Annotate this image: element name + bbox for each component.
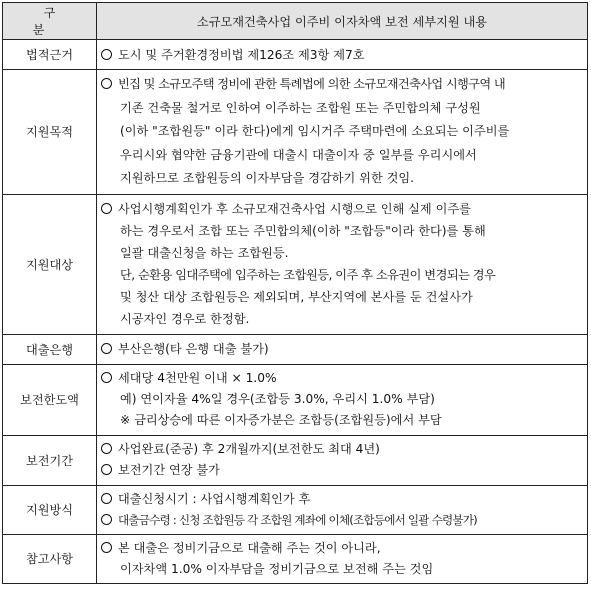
content-line: 세대당 4천만원 이내 × 1.0% (118, 371, 277, 385)
row-support-method (3, 485, 588, 534)
row-label: 지원방식 (3, 485, 97, 534)
content-line: 예) 연이자율 4%일 경우(조합등 3.0%, 우리시 1.0% 부담) (120, 392, 435, 406)
circle-bullet-icon (101, 493, 112, 504)
content-line: 사업시행계획인가 후 소규모재건축사업 시행으로 인해 실제 이주를 (118, 202, 471, 216)
row-content (97, 534, 588, 583)
circle-bullet-icon (101, 49, 112, 60)
row-legal-basis (3, 40, 588, 70)
row-eligibility (3, 194, 588, 334)
row-label: 지원대상 (3, 194, 97, 334)
row-content (97, 364, 588, 435)
support-details-table (2, 2, 588, 584)
content-line: 사업완료(준공) 후 2개월까지(보전한도 최대 4년) (118, 442, 380, 456)
header-category: 구 분 (3, 3, 97, 40)
content-line: (이하 "조합원등" 이라 한다)에게 임시거주 주택마련에 소요되는 이주비를 (120, 124, 510, 138)
row-content (97, 194, 588, 334)
circle-bullet-icon (101, 372, 112, 383)
content-line: 하는 경우로서 조합 또는 주민합의체(이하 "조합등"이라 한다)를 통해 (120, 224, 486, 238)
row-label: 지원목적 (3, 70, 97, 195)
row-content (97, 70, 588, 195)
content-line: 도시 및 주거환경정비법 제126조 제3항 제7호 (118, 47, 365, 62)
content-line: 단, 순환용 임대주택에 입주하는 조합원등, 이주 후 소유권이 변경되는 경우 (120, 268, 496, 282)
content-line: 및 청산 대상 조합원등은 제외되며, 부산지역에 본사를 둔 건설사가 (120, 290, 473, 304)
row-label: 보전한도액 (3, 364, 97, 435)
content-line: 기존 건축물 철거로 인하여 이주하는 조합원 또는 주민합의체 구성원 (120, 100, 481, 115)
circle-bullet-icon (101, 343, 112, 354)
row-content (97, 485, 588, 534)
circle-bullet-icon (101, 514, 112, 525)
header-title: 소규모재건축사업 이주비 이자차액 보전 세부지원 내용 (97, 3, 588, 40)
content-line: 보전기간 연장 불가 (118, 463, 220, 477)
row-label: 보전기간 (3, 435, 97, 485)
content-line: 대출금수령 : 신청 조합원등 각 조합원 계좌에 이체(조합등에서 일괄 수령불가) (118, 512, 477, 527)
content-line: 본 대출은 정비기금으로 대출해 주는 것이 아니라, (118, 540, 381, 555)
circle-bullet-icon (101, 78, 112, 89)
row-coverage-limit (3, 364, 588, 435)
circle-bullet-icon (101, 464, 112, 475)
content-line: ※ 금리상승에 따른 이자증가분은 조합등(조합원등)에서 부담 (120, 413, 442, 427)
row-label: 대출은행 (3, 334, 97, 364)
row-notes (3, 534, 588, 583)
content-line: 우리시와 협약한 금융기관에 대출시 대출이자 중 일부를 우리시에서 (120, 147, 477, 162)
row-coverage-period (3, 435, 588, 485)
row-lending-bank (3, 334, 588, 364)
content-line: 일괄 대출신청을 하는 조합원등. (120, 246, 289, 260)
content-line: 빈집 및 소규모주택 정비에 관한 특례법에 의한 소규모재건축사업 시행구역 내 (118, 77, 506, 91)
table-header-row (3, 3, 588, 40)
circle-bullet-icon (101, 203, 112, 214)
content-line: 이자차액 1.0% 이자부담을 정비기금으로 보전해 주는 것임 (120, 561, 434, 576)
row-content (97, 40, 588, 70)
row-label: 참고사항 (3, 534, 97, 583)
content-line: 부산은행(타 은행 대출 불가) (118, 342, 269, 356)
row-label: 법적근거 (3, 40, 97, 70)
content-line: 시공자인 경우로 한정함. (120, 312, 250, 326)
row-content (97, 334, 588, 364)
content-line: 지원하므로 조합원등의 이자부담을 경감하기 위한 것임. (120, 171, 415, 185)
circle-bullet-icon (101, 542, 112, 553)
content-line: 대출신청시기 : 사업시행계획인가 후 (118, 491, 311, 506)
row-content (97, 435, 588, 485)
circle-bullet-icon (101, 443, 112, 454)
row-purpose (3, 70, 588, 195)
